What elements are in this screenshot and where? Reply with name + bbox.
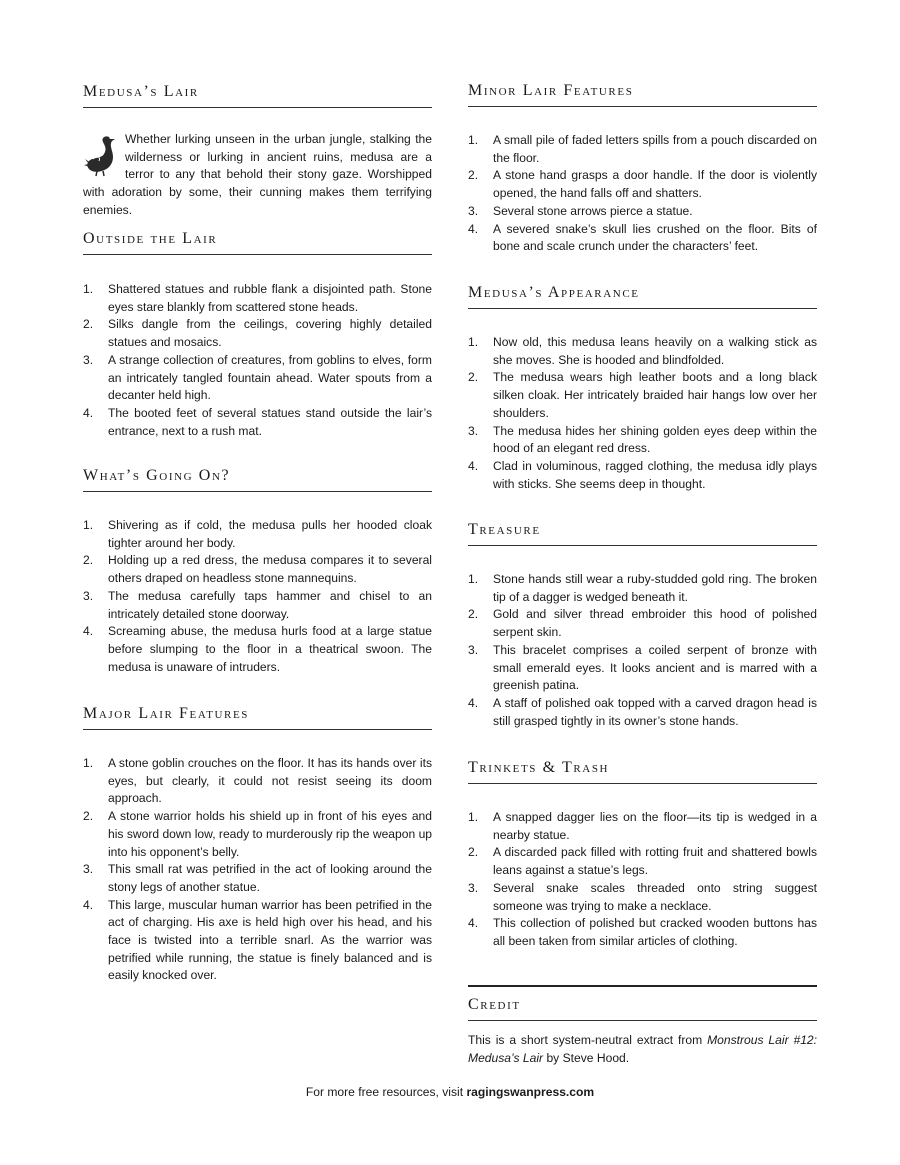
list-item: 1. Stone hands still wear a ruby-studded gold ring. The broken tip of a dagger is wedged beneath it.	[468, 572, 817, 604]
medusas-lair-heading: Medusa’s Lair	[83, 82, 432, 108]
list-item: 3. This bracelet comprises a coiled serpent of bronze with small emerald eyes. It looks ancient and is marred with a greenish patina.	[468, 642, 817, 693]
footer-text: For more free resources, visit	[305, 1085, 467, 1099]
major-lair-features-heading: Major Lair Features	[83, 704, 432, 730]
list-item: 2. Silks dangle from the ceilings, covering highly detailed statues and mosaics.	[83, 317, 432, 350]
credit-heading: Credit	[468, 985, 817, 1021]
list-item: 1. Now old, this medusa leans heavily on a walking stick as she moves. She is hooded and blindfolded.	[468, 335, 817, 367]
whats-going-on-heading: What’s Going On?	[83, 466, 432, 492]
list-item: 1. Shattered statues and rubble flank a disjointed path. Stone eyes stare blankly from scattered stone heads.	[83, 282, 432, 314]
list-item: 2. A stone hand grasps a door handle. If the door is violently opened, the hand falls off and shatters.	[468, 168, 817, 201]
list-item: 4. Clad in voluminous, ragged clothing, the medusa idly plays with sticks. She seems deep in thought.	[468, 458, 817, 491]
list-item: 3. Several snake scales threaded onto string suggest someone was trying to make a necklace.	[468, 880, 817, 913]
list-item: 1. A snapped dagger lies on the floor—its tip is wedged in a nearby statue.	[468, 810, 817, 842]
list-item: 3. This small rat was petrified in the act of looking around the stony legs of another statue.	[83, 862, 432, 894]
treasure-list	[468, 571, 817, 730]
footer-link[interactable]: ragingswanpress.com	[466, 1085, 595, 1099]
list-item: 3. Several stone arrows pierce a statue.	[468, 203, 693, 218]
credit-author: by Steve Hood.	[543, 1050, 630, 1065]
major-lair-features-list	[83, 755, 432, 985]
footer	[0, 1085, 900, 1099]
list-item: 2. Holding up a red dress, the medusa compares it to several others draped on headless stone mannequins.	[83, 553, 432, 586]
list-item: 1. A stone goblin crouches on the floor. It has its hands over its eyes, but clearly, it could not resist seeing its doom approach.	[83, 756, 432, 806]
list-item: 4. Screaming abuse, the medusa hurls food at a large statue before slumping to the floor in a theatrical swoon. The medusa is unaware of intruders.	[83, 624, 432, 674]
whats-going-on-list	[83, 517, 432, 676]
credit-book-title: Monstrous Lair #12: Medusa’s Lair	[468, 1033, 818, 1065]
list-item: 3. The medusa carefully taps hammer and chisel to an intricately detailed stone doorway.	[83, 588, 432, 621]
list-item: 4. A severed snake’s skull lies crushed on the floor. Bits of bone and scale crunch under the characters’ feet.	[468, 221, 817, 254]
minor-lair-features-list	[468, 132, 817, 256]
outside-lair-heading: Outside the Lair	[83, 229, 432, 255]
list-item: 3. The medusa hides her shining golden eyes deep within the hood of an elegant red dress.	[468, 423, 817, 456]
medusas-appearance-list	[468, 334, 817, 493]
intro-text: Whether lurking unseen in the urban jungle, stalking the wilderness or lurking in ancient ruins, medusa are a terror to any that behold their stony gaze. Worshipped with adoration by some, their cunning makes them terrifying enemies.	[83, 132, 432, 217]
trinkets-trash-heading: Trinkets & Trash	[468, 758, 817, 784]
list-item: 4. This large, muscular human warrior has been petrified in the act of charging. His axe is held high over his head, and his face is twisted into a terrible snarl. As the warrior was petrified while running, the statue is finely balanced and is easily knocked over.	[83, 897, 432, 983]
list-item: 2. A discarded pack filled with rotting fruit and shattered bowls leans against a statue’s legs.	[468, 845, 817, 878]
list-item: 1. Shivering as if cold, the medusa pulls her hooded cloak tighter around her body.	[83, 518, 432, 550]
list-item: 3. A strange collection of creatures, from goblins to elves, form an intricately tangled fountain ahead. Water spouts from a decanter held high.	[83, 352, 432, 403]
list-item: 2. The medusa wears high leather boots and a long black silken cloak. Her intricately braided hair hangs low over her shoulders.	[468, 370, 817, 420]
credit-text: This is a short system-neutral extract from	[468, 1033, 708, 1047]
outside-lair-list	[83, 281, 432, 440]
list-item: 4. The booted feet of several statues stand outside the lair’s entrance, next to a rush mat.	[83, 405, 432, 438]
intro-paragraph	[83, 131, 432, 220]
credit-paragraph	[468, 1032, 817, 1067]
minor-lair-features-heading: Minor Lair Features	[468, 81, 817, 107]
list-item: 1. A small pile of faded letters spills from a pouch discarded on the floor.	[468, 133, 817, 165]
list-item: 4. A staff of polished oak topped with a carved dragon head is still grasped tightly in its owner’s stone hands.	[468, 695, 817, 728]
list-item: 2. Gold and silver thread embroider this hood of polished serpent skin.	[468, 607, 817, 640]
medusas-appearance-heading: Medusa’s Appearance	[468, 283, 817, 309]
trinkets-trash-list	[468, 809, 817, 951]
treasure-heading: Treasure	[468, 520, 817, 546]
list-item: 4. This collection of polished but cracked wooden buttons has all been taken from similar articles of clothing.	[468, 916, 817, 948]
swan-icon	[83, 133, 119, 177]
list-item: 2. A stone warrior holds his shield up in front of his eyes and his sword down low, ready to murderously rip the weapon up into his opponent’s belly.	[83, 809, 433, 859]
